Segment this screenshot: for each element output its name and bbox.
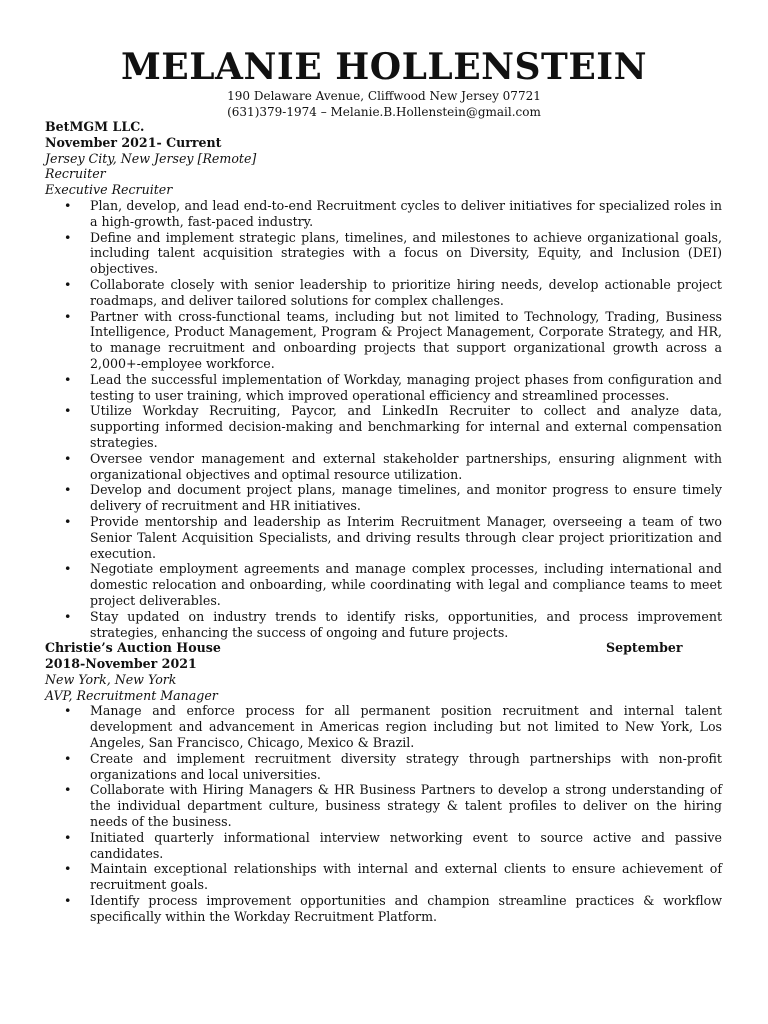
bullet-item: • Partner with cross-functional teams, including but not limited to Technology, Trading, Business Intelligence, Product Management, Program & Project Management, Corporate Strategy, and HR, to manage recruitment and onboarding projects that support organizational growth across a 2,000+-employee workforce. <box>45 309 722 372</box>
experience-section <box>45 119 722 925</box>
bullet-item: • Maintain exceptional relationships with internal and external clients to ensure achievement of recruitment goals. <box>45 861 722 893</box>
job-dates-start: September <box>606 640 683 656</box>
bullet-item: • Create and implement recruitment diversity strategy through partnerships with non-profit organizations and local universities. <box>45 751 722 783</box>
bullet-list <box>45 703 722 924</box>
company-row <box>45 640 722 656</box>
bullet-item: • Provide mentorship and leadership as Interim Recruitment Manager, overseeing a team of two Senior Talent Acquisition Specialists, and driving results through clear project prioritization and execution. <box>45 514 722 561</box>
job-title: AVP, Recruitment Manager <box>45 687 218 703</box>
company-name: BetMGM LLC. <box>45 119 145 134</box>
bullet-item: • Utilize Workday Recruiting, Paycor, and LinkedIn Recruiter to collect and analyze data, supporting informed decision-making and benchmarking for internal and external compensation strategies. <box>45 403 722 450</box>
candidate-name: MELANIE HOLLENSTEIN <box>120 46 648 88</box>
bullet-item: • Develop and document project plans, manage timelines, and monitor progress to ensure timely delivery of recruitment and HR initiatives. <box>45 482 722 514</box>
bullet-item: • Negotiate employment agreements and manage complex processes, including international and domestic relocation and onboarding, while coordinating with legal and compliance teams to meet project deliverables. <box>45 561 722 608</box>
job-title: Executive Recruiter <box>45 182 173 198</box>
company-name: Christie’s Auction House <box>45 640 221 656</box>
bullet-item: • Manage and enforce process for all permanent position recruitment and internal talent development and advancement in Americas region including but not limited to New York, Los Angeles, San Francisco, Chicago, Mexico & Brazil. <box>45 703 722 750</box>
job-location: New York, New York <box>45 671 177 687</box>
bullet-item: • Collaborate closely with senior leadership to prioritize hiring needs, develop actionable project roadmaps, and deliver tailored solutions for complex challenges. <box>45 277 722 309</box>
address-line: 190 Delaware Avenue, Cliffwood New Jersey 07721 <box>227 89 541 103</box>
bullet-item: • Identify process improvement opportunities and champion streamline practices & workflow specifically within the Workday Recruitment Platform. <box>45 893 722 925</box>
bullet-list <box>45 198 722 640</box>
bullet-item: • Define and implement strategic plans, timelines, and milestones to achieve organizational goals, including talent acquisition strategies with a focus on Diversity, Equity, and Inclusion (DEI) objectives. <box>45 230 722 277</box>
bullet-item: • Plan, develop, and lead end-to-end Recruitment cycles to deliver initiatives for specialized roles in a high-growth, fast-paced industry. <box>45 198 722 230</box>
job-title: Recruiter <box>45 166 106 182</box>
job-dates: 2018-November 2021 <box>45 656 197 672</box>
contact-line: (631)379-1974 – Melanie.B.Hollenstein@gmail.com <box>227 105 541 119</box>
bullet-item: • Initiated quarterly informational interview networking event to source active and passive candidates. <box>45 830 722 862</box>
bullet-item: • Lead the successful implementation of Workday, managing project phases from configuration and testing to user training, which improved operational efficiency and streamlined processes. <box>45 372 722 404</box>
job-dates: November 2021- Current <box>45 134 222 150</box>
bullet-item: • Collaborate with Hiring Managers & HR Business Partners to develop a strong understanding of the individual department culture, business strategy & talent profiles to deliver on the hiring needs of the business. <box>45 782 722 829</box>
job-location: Jersey City, New Jersey [Remote] <box>45 150 257 166</box>
bullet-item: • Oversee vendor management and external stakeholder partnerships, ensuring alignment with organizational objectives and optimal resource utilization. <box>45 451 722 483</box>
bullet-item: • Stay updated on industry trends to identify risks, opportunities, and process improvement strategies, enhancing the success of ongoing and future projects. <box>45 609 722 641</box>
